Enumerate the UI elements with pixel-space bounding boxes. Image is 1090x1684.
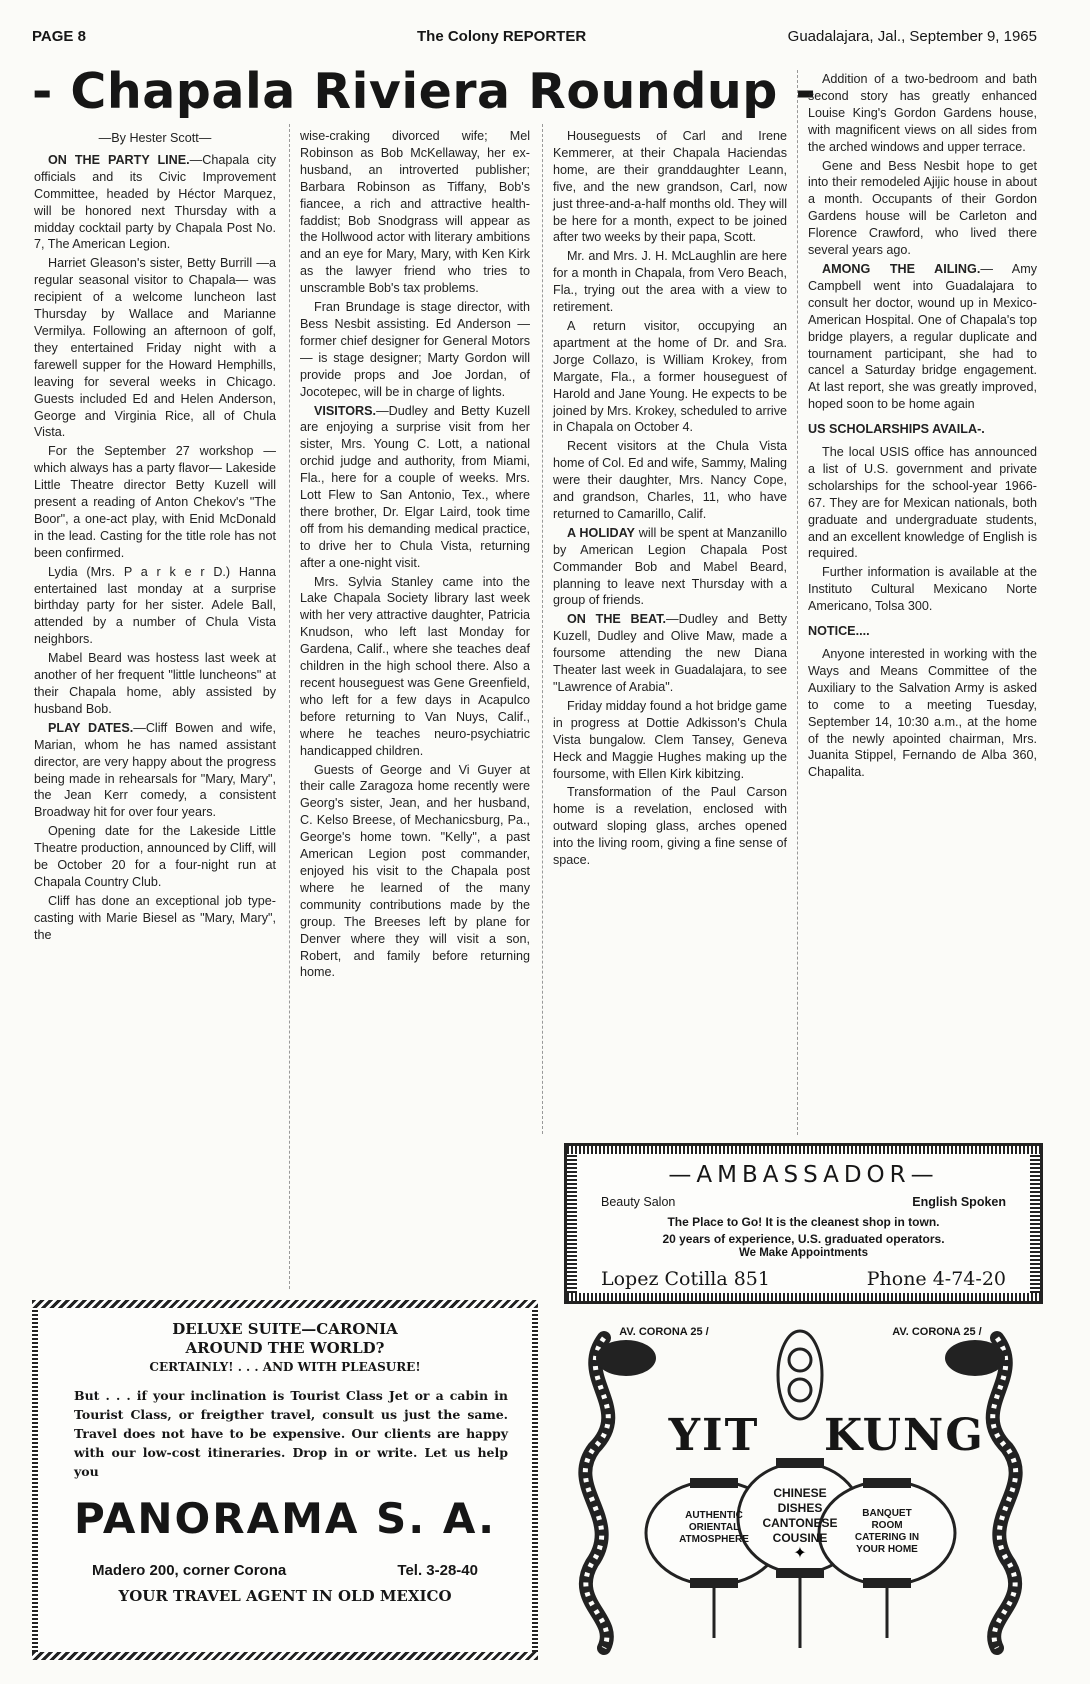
lantern-cap: [690, 1478, 738, 1488]
restaurant-address: AV. CORONA 25 /: [619, 1326, 709, 1338]
ad-body: But . . . if your inclination is Tourist Class Jet or a cabin in Tourist Class, or freigther travel, consult us just the same. Travel does not have to be expensive. Our clients are happy with our low-cost itineraries. Drop in or write. Let us help you: [74, 1388, 508, 1479]
ad-subhead: CERTAINLY! . . . AND WITH PLEASURE!: [149, 1360, 421, 1374]
byline: —By Hester Scott—: [98, 131, 212, 145]
lantern-cap: [690, 1578, 738, 1588]
paragraph: The local USIS office has announced a list of U.S. government and private scholarships for the school-year 1966-67. They are for Mexican nationals, both graduate and undergraduate students, and an excellent knowledge of English is required.: [808, 445, 1037, 561]
paragraph: Harriet Gleason's sister, Betty Burrill —a regular seasonal visitor to Chapala— was recipient of a welcome luncheon last Thursday by Wallace and Marianne Vermilya. Following an afternoon of golf, they entertained Friday night with a farewell supper for the Howard Hemphills, leaving for several weeks in Chicago. Guests included Ed and Helen Anderson, George and Virginia Rice, all of Chula Vista.: [34, 256, 276, 440]
column-1: [34, 130, 276, 946]
paragraph: Cliff has done an exceptional job type-casting with Marie Biesel as "Mary, Mary", the: [34, 893, 276, 942]
paragraph: wise-craking divorced wife; Mel Robinson as Bob McKellaway, her ex-husband, an introverted publisher; Barbara Robinson as Tiffany, Bob's fiancee, a rich and attractive health-faddist; Bob Snodgrass will appear as the Hollwood actor with literary ambitions and an eye for Mary, Mary, with Ken Kirk as the lawyer friend who tries to unscramble Bob's tax problems.: [300, 129, 530, 296]
paragraph: A return visitor, occupying an apartment at the home of Dr. and Sra. Jorge Collazo, is William Krokey, from Margate, Fla., a former houseguest of Harold and Jane Young. He expects to be joined by Mrs. Krokey, scheduled to arrive in Chapala on October 4.: [553, 318, 787, 435]
ad-address: Madero 200, corner Corona: [92, 1562, 287, 1579]
ad-subtitle: Beauty Salon: [601, 1195, 676, 1209]
paragraph: A HOLIDAY will be spent at Manzanillo by American Legion Chapala Post Commander Bob and Mabel Beard, planning to leave next Thursday with a group of friends.: [553, 525, 787, 608]
paragraph: Mrs. Sylvia Stanley came into the Lake Chapala Society library last week with her very attractive daughter, Patricia Knudson, who left last Monday for Gardena, Calif., where she teaches deaf children in the high school there. Also a recent houseguest was Gene Greenfield, who left for a few days in Acapulco before returning to Van Nuys, Calif., where he teaches neuro-psychiatric handicapped children.: [300, 574, 530, 758]
dateline: Guadalajara, Jal., September 9, 1965: [787, 28, 1037, 45]
paragraph: Further information is available at the Instituto Cultural Mexicano Norte Americano, Tolsa 300.: [808, 565, 1037, 614]
paragraph: Transformation of the Paul Carson home is a revelation, enclosed with outward sloping glass, arches opened into the living room, giving a fine sense of space.: [553, 785, 787, 868]
yit-kung-ad: [564, 1318, 1037, 1663]
company-name: PANORAMA S. A.: [73, 1494, 497, 1543]
column-divider: [542, 124, 543, 1134]
ad-border: [32, 1300, 538, 1308]
paragraph: Opening date for the Lakeside Little Theatre production, announced by Cliff, will be October 20 for a four-night run at Chapala Country Club.: [34, 824, 276, 889]
lantern-cap: [863, 1578, 911, 1588]
medallion-icon: [789, 1379, 811, 1401]
page-number: PAGE 8: [32, 28, 86, 45]
ad-title: —AMBASSADOR—: [668, 1162, 939, 1188]
column-4: [808, 71, 1037, 783]
restaurant-name-left: YIT: [668, 1410, 760, 1461]
ad-subtitle: English Spoken: [912, 1195, 1006, 1209]
lantern-cap: [776, 1568, 824, 1578]
paragraph: Gene and Bess Nesbit hope to get into their remodeled Ajijic house in about a month. Occupants of their Gordon Gardens house will be Carleton and Florence Crawford, who lived there several years ago.: [808, 158, 1037, 258]
paragraph: Lydia (Mrs. P a r k e r D.) Hanna entertained last monday at a surprise birthday party for her sister. Adele Ball, attended by a number of Chula Vista neighbors.: [34, 564, 276, 647]
dragon-left-icon: [585, 1338, 608, 1648]
dragon-right-icon: [993, 1338, 1016, 1648]
paragraph: VISITORS.—Dudley and Betty Kuzell are enjoying a surprise visit from her sister, Mrs. Young C. Lott, a national orchid judge and authority, from Miami, Fla., here for a couple of weeks. Mrs. Lott Flew to San Antonio, Tex., where there brother, Dr. Elgar Laird, took time off from his demanding medical practice, to drive her to Chula Vista, returning after a one-night visit.: [300, 403, 530, 570]
paragraph: Addition of a two-bedroom and bath second story has greatly enhanced Louise King's Gordon Gardens house, with magnificent views on all sides from the arched windows and upper terrace.: [808, 72, 1037, 154]
paragraph: Houseguests of Carl and Irene Kemmerer, at their Chapala Haciendas home, are their granddaughter Leann, five, and the new grandson, Carl, now just three-and-a-half months old. They will be here for a month, expect to be joined after two weeks by their papa, Scott.: [553, 129, 787, 245]
column-3: [553, 128, 787, 871]
paragraph: PLAY DATES.—Cliff Bowen and wife, Marian, whom he has named assistant director, are very happy about the progress being made in rehearsals for "Mary, Mary", the Jean Kerr comedy, a consistent Broadway hit for over four years.: [34, 720, 276, 820]
ad-border: [567, 1146, 1040, 1154]
ad-phone: Phone 4-74-20: [866, 1268, 1006, 1290]
ad-headline: AROUND THE WORLD?: [185, 1339, 385, 1357]
dragon-head-icon: [596, 1340, 656, 1376]
lantern-text-left: AUTHENTIC ORIENTAL ATMOSPHERE: [679, 1510, 749, 1545]
ad-text: We Make Appointments: [738, 1247, 869, 1259]
dragon-head-icon: [945, 1340, 1005, 1376]
column-2: [300, 128, 530, 983]
lantern-text-right: BANQUET ROOM CATERING IN YOUR HOME: [854, 1508, 920, 1555]
article-headline: - Chapala Riviera Roundup -: [32, 63, 817, 120]
ad-headline: DELUXE SUITE—CARONIA: [172, 1320, 398, 1338]
ad-phone: Tel. 3-28-40: [397, 1562, 478, 1579]
star-ornament-icon: ✦: [793, 1543, 807, 1562]
restaurant-name-right: KUNG: [824, 1410, 985, 1461]
ad-border: [567, 1293, 1040, 1301]
section-heading-scholarships: US SCHOLARSHIPS AVAILA-.: [808, 422, 985, 437]
paragraph: ON THE PARTY LINE.—Chapala city officials and its Civic Improvement Committee, headed by Héctor Marquez, will be honored next Thursday with a midday cocktail party by Chapala Post No. 7, The American Legion.: [34, 152, 276, 252]
newspaper-name: The Colony REPORTER: [417, 28, 587, 45]
ad-tagline: YOUR TRAVEL AGENT IN OLD MEXICO: [118, 1587, 452, 1605]
ambassador-ad: [564, 1143, 1043, 1304]
paragraph: Mr. and Mrs. J. H. McLaughlin are here for a month in Chapala, from Vero Beach, Fla., trying out the area with a view to retirement.: [553, 249, 787, 315]
panorama-ad: [32, 1300, 538, 1660]
ad-border: [32, 1652, 538, 1660]
paragraph: Mabel Beard was hostess last week at another of her frequent "little luncheons" at their Chapala home, ably assisted by husband Bob.: [34, 651, 276, 716]
paragraph: ON THE BEAT.—Dudley and Betty Kuzell, Dudley and Olive Maw, made a foursome attending the new Diana Theater last week in Guadalajara, to see "Lawrence of Arabia".: [553, 612, 787, 694]
ad-text: 20 years of experience, U.S. graduated operators.: [662, 1232, 945, 1246]
medallion-icon: [778, 1331, 822, 1419]
section-heading-notice: NOTICE....: [808, 624, 870, 639]
ad-address: Lopez Cotilla 851: [601, 1268, 770, 1290]
paragraph: Anyone interested in working with the Ways and Means Committee of the Auxiliary to the Salvation Army is asked to come to a meeting Tuesday, September 14, 10:30 a.m., at the home of the newly apointed chairman, Mrs. Juanita Stippel, Fernando de Alba 360, Chapalita.: [808, 647, 1037, 780]
lantern-cap: [863, 1478, 911, 1488]
lantern-cap: [776, 1458, 824, 1468]
paragraph: Recent visitors at the Chula Vista home of Col. Ed and wife, Sammy, Maling were their daughter, Mrs. Nancy Cope, and grandson, Charles, 11, who have returned to Camarillo, Calif.: [553, 439, 787, 521]
restaurant-address: AV. CORONA 25 /: [892, 1326, 982, 1338]
ad-text: The Place to Go! It is the cleanest shop in town.: [667, 1215, 940, 1229]
lantern-text-center: CHINESE DISHES CANTONESE COUSINE: [762, 1486, 838, 1545]
page-header: [32, 28, 1037, 48]
paragraph: Guests of George and Vi Guyer at their calle Zaragoza home recently were Georg's sister, Jean, and her husband, C. Kelso Breese, of Mechanicsburg, Pa., George's home town. "Kelly", a past American Legion post commander, enjoyed his visit to the Chapala post where he learned of the many community contributions made by the group. The Breeses left by plane for Denver where they will visit a son, Robert, and family before returning home.: [300, 762, 530, 980]
paragraph: For the September 27 workshop —which always has a party flavor— Lakeside Little Theatre director Betty Kuzell will present a reading of Anton Chekov's "The Boor", a one-act play, with Enid McDonald in the lead. Casting for the title role has not been confirmed.: [34, 444, 276, 560]
medallion-icon: [789, 1349, 811, 1371]
paragraph: Friday midday found a hot bridge game in progress at Dottie Adkisson's Chula Vista bungalow. Clem Tansey, Geneva Heck and Maggie Hughes making up the foursome, with Ellen Kirk kibitzing.: [553, 698, 787, 781]
column-divider: [289, 124, 290, 1289]
paragraph: AMONG THE AILING.— Amy Campbell went into Guadalajara to consult her doctor, wound up in Mexico-American Hospital. One of Chapala's top bridge players, a regular duplicate and tournament participant, she had to cancel a Saturday bridge engagement. At last report, she was greatly improved, hoped soon to be home again: [808, 261, 1037, 412]
paragraph: Fran Brundage is stage director, with Bess Nesbit assisting. Ed Anderson —former chief designer for General Motors— is stage designer; Marty Gordon will provide props and Joe Jordan, of Jocotepec, will be in charge of lights.: [300, 300, 530, 399]
column-divider: [797, 70, 798, 1135]
